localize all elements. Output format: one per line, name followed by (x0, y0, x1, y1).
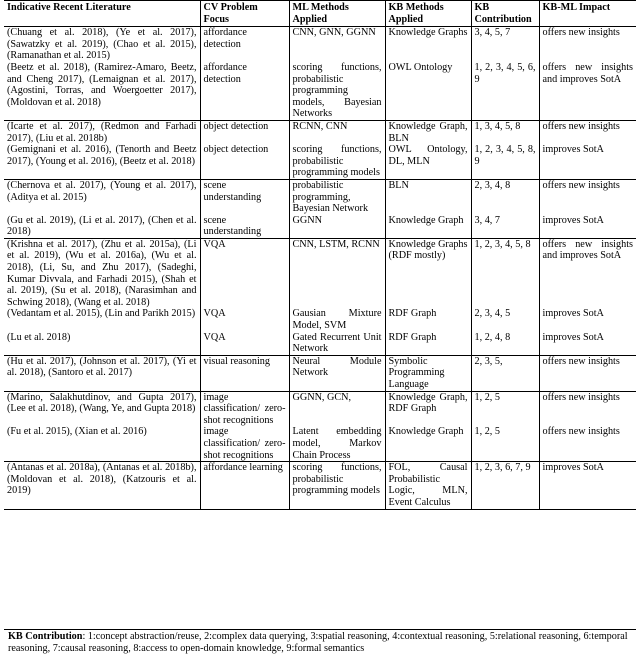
table-bottom-rule (4, 629, 636, 630)
header-kb-contribution: KB Contribution (471, 1, 539, 27)
header-ml-methods: ML Methods Applied (289, 1, 385, 27)
cell-cv-problem: scene understanding (200, 215, 289, 239)
cell-kb-ml-impact: offers new insights (539, 120, 636, 144)
table-row (4, 120, 636, 144)
header-kb-methods: KB Methods Applied (385, 1, 471, 27)
footnote-label: KB Contribution (8, 631, 83, 642)
cell-ml-methods: scoring functions, probabilistic programming models (289, 144, 385, 179)
table-row (4, 144, 636, 179)
cell-ml-methods: Gausian Mixture Model, SVM (289, 308, 385, 331)
cell-cv-problem: image classification/ zero-shot recognitions (200, 426, 289, 461)
cell-ml-methods: probabilistic programming, Bayesian Network (289, 179, 385, 214)
cell-cv-problem: object detection (200, 144, 289, 179)
cell-kb-contribution: 1, 2, 3, 4, 5, 8 (471, 238, 539, 308)
cell-kb-contribution: 1, 2, 3, 4, 5, 6, 9 (471, 62, 539, 120)
cell-kb-contribution: 1, 3, 4, 5, 8 (471, 120, 539, 144)
cell-literature: (Chernova et al. 2017), (Young et al. 2017), (Aditya et al. 2015) (4, 179, 200, 214)
cell-ml-methods: scoring functions, probabilistic programming models (289, 462, 385, 509)
cell-ml-methods: GGNN, GCN, (289, 391, 385, 426)
cell-cv-problem: VQA (200, 238, 289, 308)
cell-literature: (Icarte et al. 2017), (Redmon and Farhadi 2017), (Liu et al. 2018b) (4, 120, 200, 144)
cell-kb-contribution: 1, 2, 3, 6, 7, 9 (471, 462, 539, 509)
header-cv-problem: CV Problem Focus (200, 1, 289, 27)
cell-kb-methods: Knowledge Graph (385, 215, 471, 239)
cell-cv-problem: affordance detection (200, 27, 289, 62)
cell-kb-methods: BLN (385, 179, 471, 214)
cell-kb-contribution: 1, 2, 5 (471, 391, 539, 426)
cell-kb-ml-impact: improves SotA (539, 215, 636, 239)
cell-kb-ml-impact: offers new insights and improves SotA (539, 62, 636, 120)
cell-ml-methods: CNN, LSTM, RCNN (289, 238, 385, 308)
table-row (4, 62, 636, 120)
cell-kb-methods: Knowledge Graph (385, 426, 471, 461)
cell-cv-problem: VQA (200, 308, 289, 331)
cell-cv-problem: VQA (200, 332, 289, 356)
cell-literature: (Chuang et al. 2018), (Ye et al. 2017), (Sawatzky et al. 2019), (Chao et al. 2015), (Ramanathan et al. 2015) (4, 27, 200, 62)
cell-ml-methods: GGNN (289, 215, 385, 239)
cell-kb-ml-impact: improves SotA (539, 308, 636, 331)
cell-ml-methods: Neural Module Network (289, 355, 385, 391)
table-row (4, 27, 636, 62)
header-kb-ml-impact: KB-ML Impact (539, 1, 636, 27)
cell-kb-contribution: 2, 3, 4, 5 (471, 308, 539, 331)
cell-ml-methods: scoring functions, probabilistic programming models, Bayesian Networks (289, 62, 385, 120)
table-row (4, 332, 636, 356)
cell-kb-methods: Knowledge Graph, RDF Graph (385, 391, 471, 426)
cell-kb-methods: FOL, Causal Probabilistic Logic, MLN, Event Calculus (385, 462, 471, 509)
footnote (8, 631, 632, 655)
cell-literature: (Krishna et al. 2017), (Zhu et al. 2015a), (Li et al. 2019), (Wu et al. 2016a), (Wu et al. 2018), (Li, Su, and Zhu 2017), (Sadeghi, Kumar Divvala, and Farhadi 2015), (Shah et al. 2019), (Su et al. 2018), (Narasimhan and Schwing 2018), (Wang et al. 2018) (4, 238, 200, 308)
cell-ml-methods: Gated Recurrent Unit Network (289, 332, 385, 356)
cell-literature: (Gu et al. 2019), (Li et al. 2017), (Chen et al. 2018) (7, 214, 197, 238)
cell-kb-ml-impact: offers new insights (539, 179, 636, 214)
cell-ml-methods: Latent embedding model, Markov Chain Process (289, 426, 385, 461)
cell-kb-methods: Knowledge Graphs (RDF mostly) (385, 238, 471, 308)
cell-kb-ml-impact: offers new insights (539, 355, 636, 391)
cell-kb-methods: OWL Ontology (385, 62, 471, 120)
table-row (4, 462, 636, 509)
cell-literature: (Hu et al. 2017), (Johnson et al. 2017), (Yi et al. 2018), (Santoro et al. 2017) (4, 355, 200, 391)
cell-cv-problem: object detection (200, 120, 289, 144)
cell-literature: (Marino, Salakhutdinov, and Gupta 2017), (Lee et al. 2018), (Wang, Ye, and Gupta 2018) (4, 391, 200, 426)
cell-kb-ml-impact: offers new insights and improves SotA (539, 238, 636, 308)
table-row (4, 215, 636, 239)
cell-literature: (Antanas et al. 2018a), (Antanas et al. 2018b), (Moldovan et al. 2018), (Katzouris et al. 2019) (4, 462, 200, 509)
cell-kb-methods: Symbolic Programming Language (385, 355, 471, 391)
cell-kb-contribution: 2, 3, 5, (471, 355, 539, 391)
cell-cv-problem: affordance detection (200, 62, 289, 120)
cell-kb-contribution: 1, 2, 5 (471, 426, 539, 461)
cell-literature: (Gemignani et al. 2016), (Tenorth and Beetz 2017), (Young et al. 2016), (Beetz et al. 2018) (7, 144, 197, 167)
cell-kb-contribution: 1, 2, 4, 8 (471, 332, 539, 356)
cell-kb-methods: RDF Graph (385, 332, 471, 356)
cell-cv-problem: scene understanding (200, 179, 289, 214)
cell-cv-problem: image classification/ zero-shot recognitions (200, 391, 289, 426)
cell-kb-methods: RDF Graph (385, 308, 471, 331)
cell-cv-problem: affordance learning (200, 462, 289, 509)
cell-kb-ml-impact: improves SotA (539, 144, 636, 179)
cell-literature: (Beetz et al. 2018), (Ramirez-Amaro, Beetz, and Cheng 2017), (Lemaignan et al. 2017), (Agostini, Torras, and Woergoetter 2017), (Moldovan et al. 2018) (7, 61, 197, 108)
cell-cv-problem: visual reasoning (200, 355, 289, 391)
cell-kb-ml-impact: offers new insights (539, 426, 636, 461)
cell-kb-contribution: 3, 4, 7 (471, 215, 539, 239)
cell-literature: (Lu et al. 2018) (7, 331, 71, 343)
cell-kb-contribution: 1, 2, 3, 4, 5, 8, 9 (471, 144, 539, 179)
cell-kb-ml-impact: offers new insights (539, 27, 636, 62)
cell-kb-ml-impact: offers new insights (539, 391, 636, 426)
cell-kb-methods: OWL Ontology, DL, MLN (385, 144, 471, 179)
cell-literature: (Vedantam et al. 2015), (Lin and Parikh 2015) (7, 308, 196, 320)
cell-kb-ml-impact: improves SotA (539, 462, 636, 509)
cell-literature: (Fu et al. 2015), (Xian et al. 2016) (7, 426, 147, 438)
cell-kb-methods: Knowledge Graphs (385, 27, 471, 62)
literature-table (4, 0, 636, 510)
table-row (4, 238, 636, 308)
header-literature: Indicative Recent Literature (4, 1, 200, 27)
table-row (4, 355, 636, 391)
table-row (4, 391, 636, 426)
cell-kb-contribution: 3, 4, 5, 7 (471, 27, 539, 62)
footnote-text: : 1:concept abstraction/reuse, 2:complex data querying, 3:spatial reasoning, 4:contextual reasoning, 5:relational reasoning, 6:temporal reasoning, 7:causal reasoning, 8:access to open-domain knowledge, 9:formal semantics (8, 631, 628, 654)
cell-kb-contribution: 2, 3, 4, 8 (471, 179, 539, 214)
cell-kb-ml-impact: improves SotA (539, 332, 636, 356)
table-row (4, 426, 636, 461)
table-row (4, 308, 636, 331)
cell-ml-methods: CNN, GNN, GGNN (289, 27, 385, 62)
cell-kb-methods: Knowledge Graph, BLN (385, 120, 471, 144)
header-row (4, 1, 636, 27)
table-row (4, 179, 636, 214)
cell-ml-methods: RCNN, CNN (289, 120, 385, 144)
